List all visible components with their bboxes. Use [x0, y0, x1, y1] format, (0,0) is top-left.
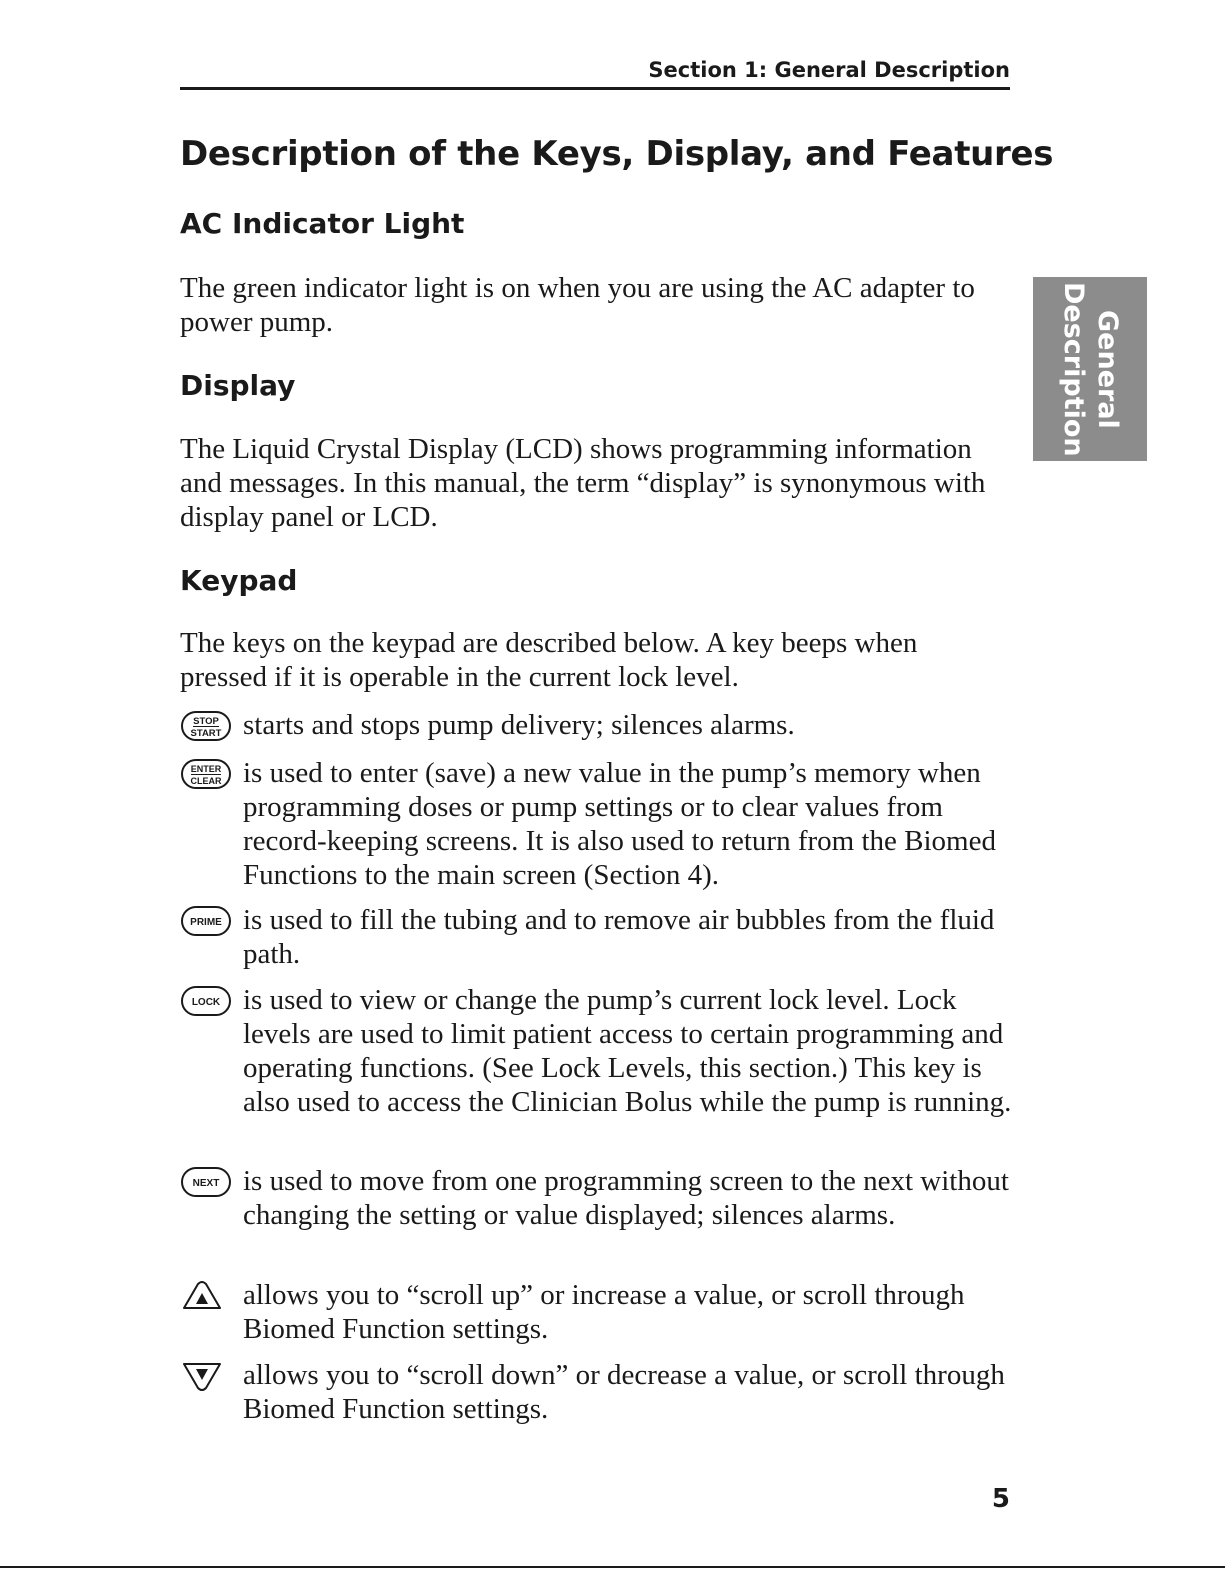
section-tab — [1033, 277, 1147, 461]
down-arrow-key-icon — [180, 1360, 234, 1392]
enter-label: ENTER — [190, 764, 222, 774]
stop-label: STOP — [193, 716, 219, 727]
page-title: Description of the Keys, Display, and Features — [180, 134, 1054, 174]
key-description: is used to move from one programming screen to the next without changing the setting or value displayed; silences alarms. — [243, 1165, 1009, 1231]
heading-display: Display — [180, 369, 296, 402]
lock-label: LOCK — [191, 997, 221, 1008]
clear-label: CLEAR — [190, 776, 222, 786]
key-item-next — [180, 1164, 1012, 1232]
prime-label: PRIME — [190, 917, 222, 928]
paragraph-display: The Liquid Crystal Display (LCD) shows programming information and messages. In this manual, the term “display” is synonymous with display panel or LCD. — [180, 433, 986, 533]
next-key-icon — [180, 1166, 234, 1198]
section-tab-label: General Description — [1058, 281, 1123, 457]
next-label: NEXT — [192, 1178, 220, 1189]
heading-keypad: Keypad — [180, 564, 298, 597]
paragraph-ac-indicator-light: The green indicator light is on when you are using the AC adapter to power pump. — [180, 272, 975, 338]
bottom-rule — [0, 1566, 1225, 1568]
key-item-down-arrow — [180, 1358, 1012, 1426]
key-item-stop-start — [180, 708, 1012, 742]
stop-start-key-icon — [180, 710, 234, 742]
key-description: allows you to “scroll down” or decrease a value, or scroll through Biomed Function settings. — [243, 1359, 1005, 1425]
key-item-prime — [180, 903, 1012, 971]
heading-ac-indicator-light: AC Indicator Light — [180, 207, 465, 240]
up-arrow-key-icon — [180, 1280, 234, 1312]
start-label: START — [190, 728, 222, 739]
page-number: 5 — [991, 1484, 1010, 1514]
key-item-up-arrow — [180, 1278, 1012, 1346]
enter-clear-key-icon — [180, 758, 234, 790]
key-item-lock — [180, 983, 1012, 1119]
prime-key-icon — [180, 905, 234, 937]
running-header: Section 1: General Description — [180, 58, 1010, 90]
key-description: is used to enter (save) a new value in the pump’s memory when programming doses or pump settings or to clear values from record-keeping screens. It is also used to return from the Biomed Functions to the main screen (Section 4). — [243, 757, 996, 891]
key-description: is used to view or change the pump’s current lock level. Lock levels are used to limit patient access to certain programming and operating functions. (See Lock Levels, this section.) This key is also used to access the Clinician Bolus while the pump is running. — [243, 984, 1012, 1118]
key-description: allows you to “scroll up” or increase a value, or scroll through Biomed Function settings. — [243, 1279, 965, 1345]
lock-key-icon — [180, 985, 234, 1017]
key-description: starts and stops pump delivery; silences alarms. — [243, 709, 795, 741]
key-item-enter-clear — [180, 756, 1012, 892]
key-description: is used to fill the tubing and to remove air bubbles from the fluid path. — [243, 904, 995, 970]
paragraph-keypad-intro: The keys on the keypad are described below. A key beeps when pressed if it is operable in the current lock level. — [180, 627, 918, 693]
